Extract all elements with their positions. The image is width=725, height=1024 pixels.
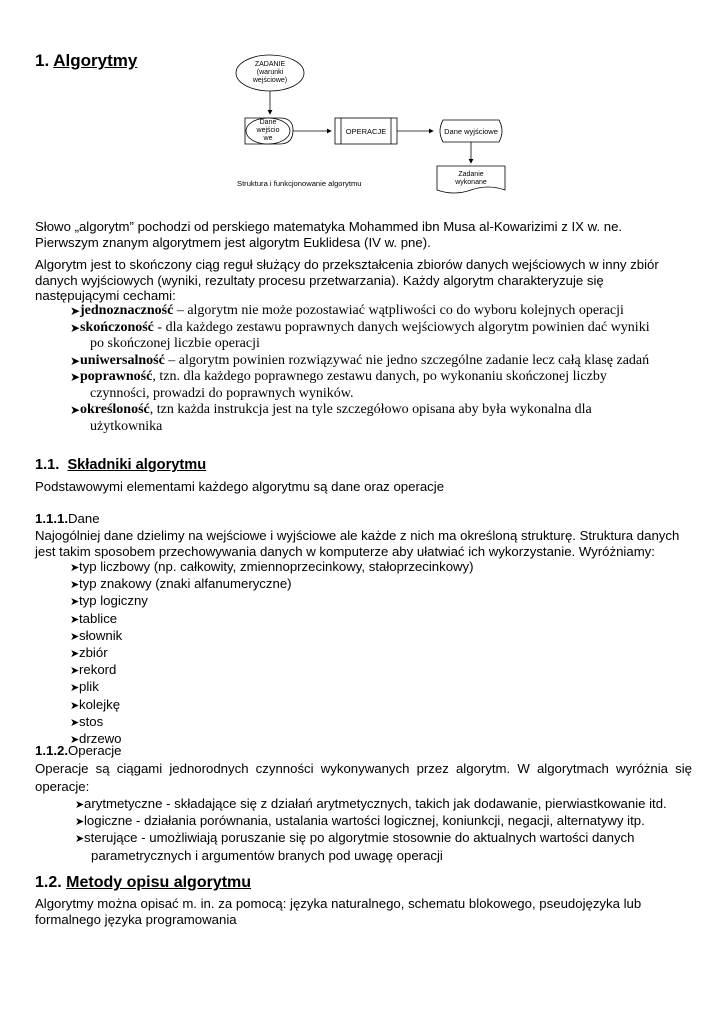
page-title [35, 51, 137, 71]
arrow-bullet-icon: ➤ [70, 370, 81, 384]
features-list [70, 303, 710, 435]
text-line: Algorytm jest to skończony ciąg reguł służący do przekształcenia zbiorów danych wejściowych w inny zbiór [35, 257, 659, 272]
list-item: ➤zbiór [70, 645, 474, 662]
algorithm-diagram [225, 52, 515, 202]
operacje-label: OPERACJE [345, 127, 387, 136]
feature-item: ➤ skończoność - dla każdego zestawu poprawnych danych wejściowych algorytm powinien dać wyniki po skończonej liczbie operacji [70, 319, 650, 351]
dane-wyj-label: Dane wyjściowe [444, 127, 498, 136]
section-title: Operacje [68, 743, 122, 758]
diagram-caption: Struktura i funkcjonowanie algorytmu [237, 179, 362, 188]
arrow-bullet-icon: ➤ [70, 562, 80, 574]
list-item: ➤słownik [70, 628, 474, 645]
section-number: 1.1. [35, 457, 60, 473]
zadanie-wyk-line-2: wykonane [455, 179, 487, 186]
feature-item: ➤ określoność, tzn każda instrukcja jest na tyle szczegółowo opisana aby była wykonalna dla użytkownika [70, 402, 592, 434]
section-title: Składniki algorytmu [67, 457, 207, 473]
arrow-bullet-icon: ➤ [70, 320, 81, 335]
dane-line-3: we [263, 135, 273, 142]
text-line: Słowo „algorytm” pochodzi od perskiego matematyka Mohammed ibn Musa al-Kowarizimi z IX w. ne. [35, 219, 623, 234]
section-heading-1-2 [35, 874, 251, 892]
arrow-bullet-icon: ➤ [70, 613, 80, 626]
section-title: Dane [68, 511, 100, 526]
list-item: ➤arytmetyczne - składające się z działań arytmetycznych, takich jak dodawanie, pierwiastkowanie itd. [75, 796, 705, 813]
arrow-bullet-icon: ➤ [70, 682, 80, 695]
section-heading-1-1-1 [35, 511, 100, 527]
zadanie-line-3: wejściowe) [252, 77, 288, 84]
zadanie-line-2: (warunki [256, 69, 284, 76]
arrow-bullet-icon: ➤ [75, 799, 85, 811]
arrow-bullet-icon: ➤ [75, 833, 85, 846]
list-item: ➤logiczne - działania porównania, ustalania wartości logicznej, koniunkcji, negacji, alternatywy itp. [75, 813, 705, 830]
arrow-bullet-icon: ➤ [70, 734, 80, 747]
arrow-bullet-icon: ➤ [70, 353, 81, 368]
list-item: ➤tablice [70, 611, 474, 628]
list-item: ➤kolejkę [70, 697, 474, 714]
text-line: danych wyjściowych (wyniki, rezultaty procesu przetwarzania). Każdy algorytm charakteryzuje się [35, 272, 604, 288]
arrow-bullet-icon: ➤ [70, 579, 80, 592]
zadanie-line-1: ZADANIE [254, 61, 286, 68]
text-line: Algorytmy można opisać m. in. za pomocą: języka naturalnego, schematu blokowego, pseudojęzyka lub [35, 896, 642, 911]
list-item: ➤stos [70, 714, 474, 731]
intro-paragraph-1 [35, 219, 695, 250]
text-line: jest takim sposobem przechowywania danych w komputerze aby ułatwiać ich wykorzystanie. Wyróżniamy: [35, 543, 655, 559]
arrow-bullet-icon: ➤ [70, 596, 80, 609]
section-1-1-text: Podstawowymi elementami każdego algorytmu są dane oraz operacje [35, 479, 445, 494]
list-item: ➤typ logiczny [70, 593, 474, 610]
feature-item: ➤ poprawność, tzn. dla każdego poprawnego zestawu danych, po wykonaniu skończonej liczby czynności, prowadzi do poprawnych wyników. [70, 369, 607, 401]
intro-paragraph-2 [35, 257, 695, 304]
arrow-bullet-icon: ➤ [70, 304, 81, 318]
list-item: ➤rekord [70, 662, 474, 679]
section-heading-1-1-2 [35, 743, 122, 759]
text-line: następującymi cechami: [35, 288, 176, 303]
arrow-bullet-icon: ➤ [70, 648, 80, 661]
section-heading-1-1 [35, 457, 206, 473]
list-item: ➤sterujące - umożliwiają poruszanie się po algorytmie stosownie do aktualnych wartości danych parametrycznych i argumentów branych pod uwagę operacji [75, 830, 635, 863]
text-line: Najogólniej dane dzielimy na wejściowe i wyjściowe ale każde z nich ma określoną strukturę. Struktura danych [35, 528, 680, 543]
section-1-1-1-text [35, 528, 700, 559]
operations-list [75, 796, 705, 863]
data-types-list [70, 559, 474, 748]
arrow-bullet-icon: ➤ [70, 665, 80, 678]
dane-line-1: Dane [259, 119, 277, 126]
arrow-bullet-icon: ➤ [70, 699, 80, 712]
list-item: ➤typ liczbowy (np. całkowity, zmiennoprzecinkowy, stałoprzecinkowy) [70, 559, 474, 576]
heading-number: 1. [35, 51, 50, 70]
heading-title: Algorytmy [53, 51, 138, 70]
text-line: Pierwszym znanym algorytmem jest algorytm Euklidesa (IV w. pne). [35, 234, 431, 250]
text-line: Operacje są ciągami jednorodnych czynności wykonywanych przez algorytm. W algorytmach wyróżnia się [35, 761, 692, 776]
section-1-2-text [35, 896, 700, 927]
list-item: ➤typ znakowy (znaki alfanumeryczne) [70, 576, 474, 593]
list-item: ➤plik [70, 679, 474, 696]
dane-line-2: wejścio [256, 127, 280, 134]
arrow-bullet-icon: ➤ [75, 816, 85, 829]
arrow-bullet-icon: ➤ [70, 630, 80, 643]
feature-item: ➤ jednoznaczność – algorytm nie może pozostawiać wątpliwości co do wyboru kolejnych operacji [70, 303, 624, 318]
feature-item: ➤ uniwersalność – algorytm powinien rozwiązywać nie jedno szczególne zadanie lecz całą klasę zadań [70, 352, 650, 368]
section-number: 1.2. [35, 874, 62, 891]
section-title: Metody opisu algorytmu [66, 874, 252, 891]
text-line: formalnego języka programowania [35, 911, 237, 927]
list-item: ➤drzewo [70, 731, 474, 748]
zadanie-wyk-line-1: Zadanie [458, 171, 484, 178]
text-line: operacje: [35, 779, 90, 794]
section-1-1-2-text [35, 760, 692, 796]
section-number: 1.1.2. [35, 743, 68, 758]
section-number: 1.1.1. [35, 511, 68, 526]
arrow-bullet-icon: ➤ [70, 403, 81, 417]
arrow-bullet-icon: ➤ [70, 716, 80, 729]
